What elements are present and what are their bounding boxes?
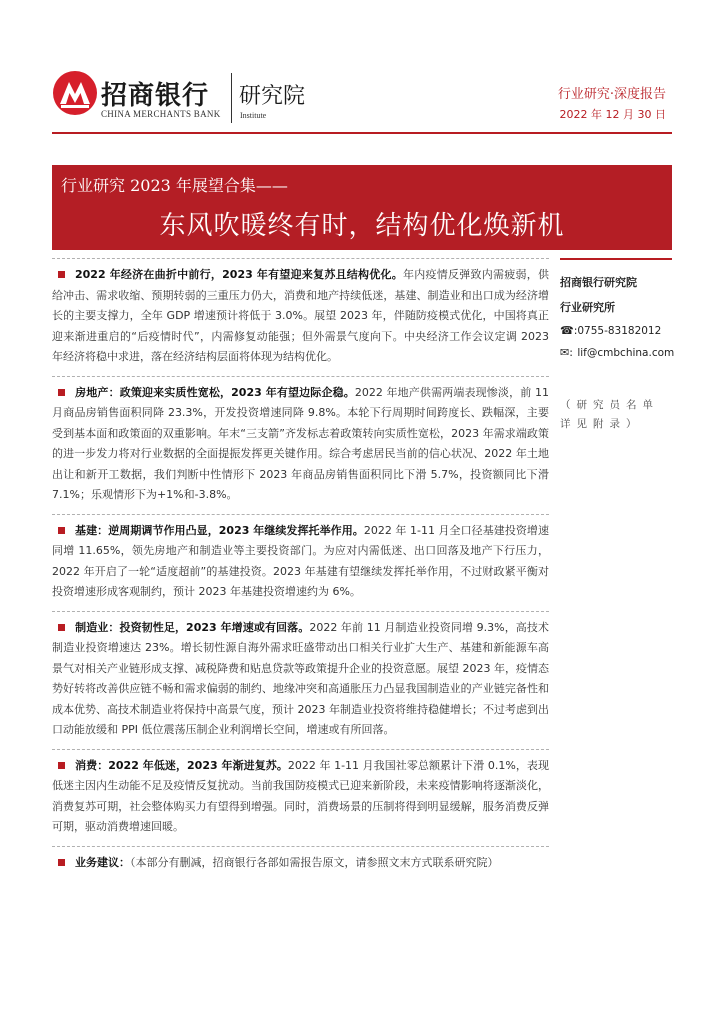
email-row (560, 346, 680, 359)
section-real-estate (52, 376, 549, 506)
institute-name: 研究院 (239, 84, 306, 109)
email-icon: ✉: (560, 346, 573, 359)
section-body: 2022 年前 11 月制造业投资同增 9.3%，高技术制造业投资增速达 23%。增长韧性源自海外需求旺盛带动出口相关行业扩大生产、基建和新能源车高景气对相关产业链形成支撑、减税降费和贴息贷款等政策提升企业的投资意愿。展望 2023 年，疫情态势好转将改善供应链不畅和需求偏弱的制约、地缘冲突和高通胀压力凸显我国制造业的产业链完备性和成本优势、高技术制造业将保持中高景气度，预计 2023 年制造业投资将维持稳健增长；不过考虑到出口动能放缓和 PPI 低位震荡压制企业利润增长空间，增速或有所回落。 (52, 620, 549, 736)
appendix-note: （研究员名单详见附录） (560, 399, 659, 430)
section-body: 2022 年 1-11 月我国社零总额累计下滑 0.1%，表现低迷主因内生动能不足及疫情反复扰动。当前我国防疫模式已迎来新阶段，未来疫情影响将逐渐淡化，消费复苏可期，社会整体购买力有望得到增强。同时，消费场景的压制将得到明显缓解，服务消费反弹可期，驱动消费增速回暖。 (52, 758, 550, 833)
section-lead: 基建：逆周期调节作用凸显，2023 年继续发挥托举作用。 (75, 523, 364, 537)
email-address[interactable]: lif@cmbchina.com (577, 347, 675, 359)
institute-name-en: Institute (240, 111, 267, 120)
cmb-logo-icon (52, 70, 98, 116)
phone-row (560, 324, 680, 337)
section-consumption (52, 749, 549, 838)
report-date: 2022 年 12 月 30 日 (559, 108, 666, 121)
report-header (0, 0, 724, 140)
section-lead: 房地产：政策迎来实质性宽松，2023 年有望边际企稳。 (75, 385, 355, 399)
section-macro (52, 258, 549, 368)
phone-number: 0755-83182012 (577, 325, 662, 337)
bank-name: 招商银行 (101, 81, 210, 111)
section-body: 2022 年地产供需两端表现惨淡，前 11 月商品房销售面积同降 23.3%，开发投资增速同降 9.8%。本轮下行周期时间跨度长、跌幅深，主要受到基本面和政策面的双重影响。年末“三支箭”齐发标志着政策转向实质性宽松，2023 年需求端政策的进一步发力将对行业数据的全面提振发挥更关键作用。综合考虑居民当前的信心状况、2022 年土地出让和新开工数据，我们判断中性情形下 2023 年商品房销售面积同比下滑 5.7%，投资额同比下滑 7.1%；乐观情形下为+1%和-3.8%。 (52, 385, 549, 501)
summary-content (52, 258, 549, 881)
section-infrastructure (52, 514, 549, 603)
series-title: 行业研究 2023 年展望合集—— (61, 176, 288, 195)
section-manufacturing (52, 611, 549, 741)
author-sidebar (560, 258, 680, 434)
square-bullet-icon (58, 527, 65, 534)
section-body: （本部分有删减，招商银行各部如需报告原文，请参照文末方式联系研究院） (130, 855, 499, 869)
section-lead: 制造业：投资韧性足，2023 年增速或有回落。 (75, 620, 310, 634)
section-business-advice (52, 846, 549, 874)
phone-icon: ☎: (560, 324, 578, 337)
section-lead: 消费：2022 年低迷，2023 年渐进复苏。 (75, 758, 288, 772)
header-rule (52, 132, 672, 134)
section-body: 年内疫情反弹致内需疲弱，供给冲击、需求收缩、预期转弱的三重压力仍大，消费和地产持续低迷，基建、制造业和出口成为经济增长的主要支撑力，全年 GDP 增速预计将低于 3.0%。展望 2023 年，伴随防疫模式优化，中国将真正迎来渐进重启的“后疫情时代”，内需修复动能强；但外需景气度向下。中央经济工作会议定调 2023 年经济将稳中求进，落在经济结构层面将体现为结构优化。 (52, 268, 550, 363)
author-org: 招商银行研究院 (560, 276, 637, 289)
square-bullet-icon (58, 624, 65, 631)
title-banner (52, 165, 672, 250)
square-bullet-icon (58, 389, 65, 396)
report-type: 行业研究·深度报告 (557, 87, 666, 102)
section-lead: 2022 年经济在曲折中前行，2023 年有望迎来复苏且结构优化。 (75, 268, 404, 281)
logo-divider (231, 73, 232, 123)
section-body: 2022 年 1-11 月全口径基建投资增速同增 11.65%，领先房地产和制造业等主要投资部门。为应对内需低迷、出口回落及地产下行压力，2022 年开启了一轮“适度超前”的基建投资。2023 年基建有望继续发挥托举作用，不过财政紧平衡对投资增速形成客观制约，预计 2023 年基建投资增速约为 6%。 (52, 523, 549, 598)
square-bullet-icon (58, 762, 65, 769)
bank-name-en: CHINA MERCHANTS BANK (101, 109, 221, 119)
main-title: 东风吹暖终有时，结构优化焕新机 (159, 211, 565, 241)
section-lead: 业务建议： (75, 855, 130, 869)
author-team: 行业研究所 (560, 301, 615, 314)
square-bullet-icon (58, 859, 65, 866)
sidebar-rule (560, 258, 672, 260)
square-bullet-icon (58, 271, 65, 278)
